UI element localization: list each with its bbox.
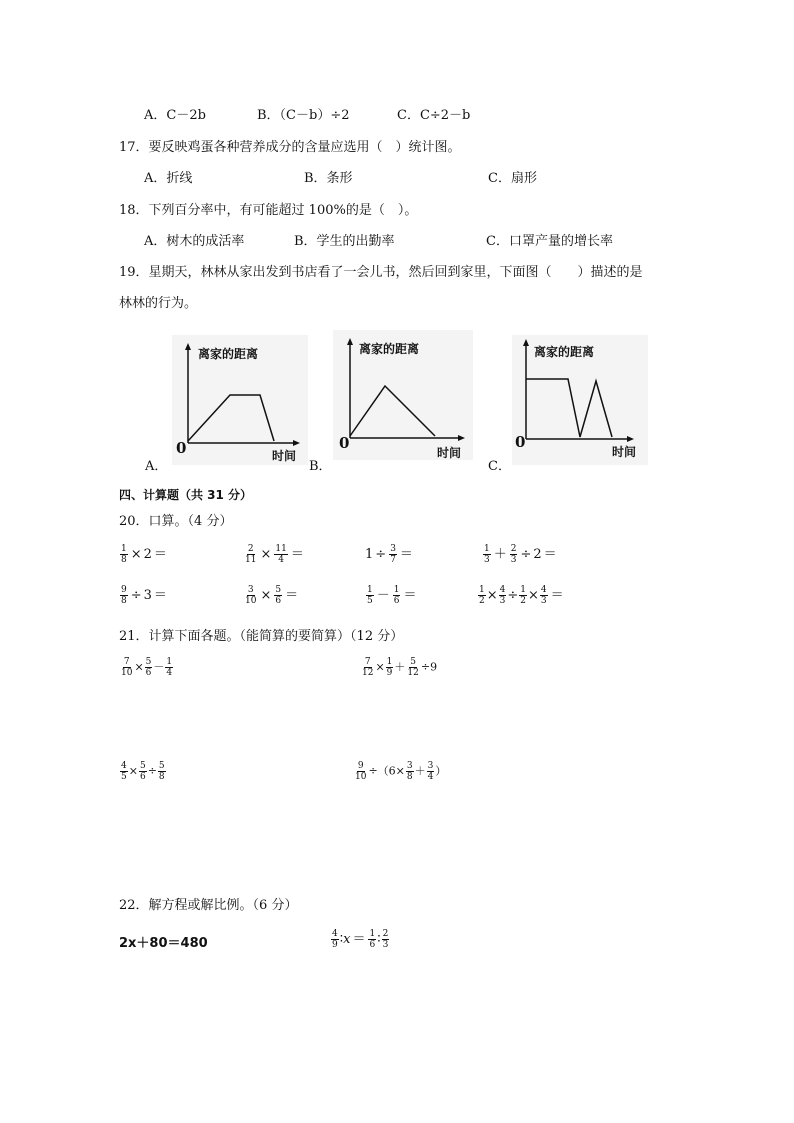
q16-option-c: C．C÷2－b (397, 108, 471, 123)
graph-a-line (188, 395, 274, 441)
q17-stem: 17．要反映鸡蛋各种营养成分的含量应选用（ ）统计图。 (119, 140, 461, 155)
graph-c (512, 335, 648, 465)
q18-option-c: C．口罩产量的增长率 (486, 234, 613, 249)
graph-a-x-arrow-icon (293, 440, 300, 446)
q19-stem-line2: 林林的行为。 (119, 296, 198, 311)
graph-c-ylabel: 离家的距离 (534, 345, 595, 359)
graph-b-origin: 0 (339, 434, 350, 452)
q20-stem: 20．口算。（4 分） (119, 514, 233, 529)
graph-c-line (526, 379, 612, 437)
graph-c-xlabel: 时间 (612, 445, 637, 459)
graph-b-y-arrow-icon (347, 338, 353, 345)
q20-item-3: 1 ÷ $\frac{3}{7}$ ＝ (365, 544, 413, 565)
q21-stem: 21．计算下面各题。（能简算的要简算）（12 分） (119, 629, 404, 644)
graph-a-label: A． (145, 459, 168, 474)
q21-item-4: $\frac{9}{10}$ ÷（6× $\frac{3}{8}$ ＋ $\frac{3}{4}$ ） (355, 761, 447, 782)
q22-equation-1: 2x＋80＝480 (119, 936, 208, 951)
q22-equation-2: $\frac{4}{9}$ ∶x ＝ $\frac{1}{6}$ ∶ $\frac{2}{3}$ (332, 929, 389, 950)
section4-title: 四、计算题（共 31 分） (119, 488, 253, 502)
graph-a-xlabel: 时间 (272, 449, 297, 463)
q18-option-b: B．学生的出勤率 (294, 234, 395, 249)
graph-a-y-arrow-icon (185, 343, 191, 350)
graph-a (172, 335, 308, 465)
q18-stem: 18．下列百分率中，有可能超过 100%的是（ ）。 (119, 203, 418, 218)
q20-item-7: $\frac{1}{5}$ － $\frac{1}{6}$ ＝ (367, 585, 417, 606)
q21-item-1: $\frac{7}{10}$ × $\frac{5}{6}$ － $\frac{1}{4}$ (121, 657, 173, 678)
q20-item-1: $\frac{1}{8}$ × 2 ＝ (121, 544, 167, 565)
graph-c-y-arrow-icon (523, 339, 529, 346)
graph-c-origin: 0 (515, 433, 526, 451)
q20-item-2: $\frac{2}{11}$ × $\frac{11}{4}$ ＝ (245, 544, 304, 565)
q17-option-a: A．折线 (144, 171, 193, 186)
graph-b-x-arrow-icon (458, 435, 465, 441)
q20-item-6: $\frac{3}{10}$ × $\frac{5}{6}$ ＝ (245, 585, 299, 606)
graph-c-label: C． (488, 459, 511, 474)
q18-option-a: A．树木的成活率 (144, 234, 245, 249)
q16-option-b: B．（C－b）÷2 (257, 108, 350, 123)
q16-option-a: A．C－2b (144, 108, 206, 123)
q17-option-c: C．扇形 (488, 171, 537, 186)
q20-item-4: $\frac{1}{3}$ ＋ $\frac{2}{3}$ ÷ 2 ＝ (484, 544, 557, 565)
q20-item-5: $\frac{9}{8}$ ÷ 3 ＝ (121, 585, 167, 606)
q19-stem-line1: 19．星期天，林林从家出发到书店看了一会儿书，然后回到家里，下面图（ ）描述的是 (119, 265, 643, 280)
graph-c-x-arrow-icon (627, 436, 634, 442)
graph-b-ylabel: 离家的距离 (359, 342, 420, 356)
q17-option-b: B．条形 (304, 171, 353, 186)
graph-a-ylabel: 离家的距离 (198, 347, 259, 361)
q21-item-3: $\frac{4}{5}$ × $\frac{5}{6}$ ÷ $\frac{5}{8}$ (121, 761, 165, 782)
graph-b-line (350, 386, 435, 436)
graph-b-label: B． (309, 459, 332, 474)
graph-b-xlabel: 时间 (437, 446, 462, 460)
q22-stem: 22．解方程或解比例。（6 分） (119, 898, 298, 913)
graph-b (333, 330, 473, 460)
q21-item-2: $\frac{7}{12}$ × $\frac{1}{9}$ ＋ $\frac{5}{12}$ ÷9 (362, 657, 438, 678)
q20-item-8: $\frac{1}{2}$ × $\frac{4}{3}$ ÷ $\frac{1}{2}$ × $\frac{4}{3}$ ＝ (479, 585, 564, 606)
graph-a-origin: 0 (176, 439, 187, 457)
